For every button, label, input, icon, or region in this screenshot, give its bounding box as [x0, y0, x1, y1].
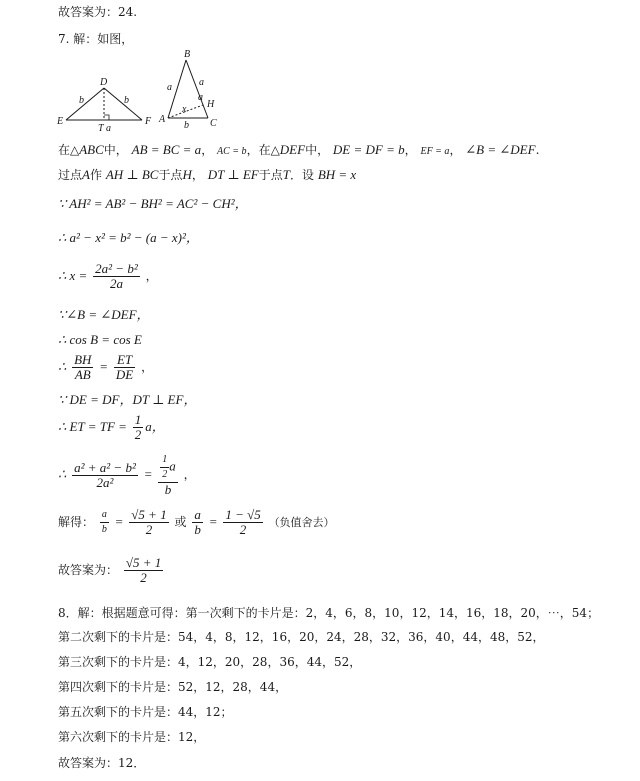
- q7-line1: 在△ABC中， AB = BC = a， AC = b，在△DEF中， DE = DF = b， EF = a， ∠B = ∠DEF.: [58, 142, 540, 157]
- q8-line2: 第二次剩下的卡片是：54，4，8，12，16，20，24，28，32，36，40，44，48，52，: [58, 630, 545, 644]
- label-a-left: a: [167, 82, 172, 93]
- previous-answer: 故答案为：24.: [58, 5, 138, 19]
- q7-line3: ∵ AH² = AB² − BH² = AC² − CH²，: [58, 196, 248, 211]
- label-c: C: [210, 118, 217, 129]
- label-b-left: b: [79, 95, 84, 106]
- q7-line8: ∴ $\frac{BH}{AB}$ = $\frac{ET}{DE}$ ，: [58, 352, 154, 382]
- q7-line7: ∴ cos B = cos E: [58, 332, 142, 347]
- label-b: B: [184, 49, 191, 60]
- q7-line2: 过点A作 AH ⊥ BC于点H， DT ⊥ EF于点T．设 BH = x: [58, 167, 357, 182]
- label-e: E: [57, 116, 64, 127]
- triangle-abc: [158, 49, 217, 131]
- label-a-right: a: [199, 77, 204, 88]
- q8-line4: 第四次剩下的卡片是：52，12，28，44，: [58, 680, 288, 694]
- q7-answer: 故答案为： $\frac{√5 + 1}{2}$: [58, 555, 162, 585]
- q7-line5: ∴ x = $\frac{\text{2a² − b²}}{2a}$ ，: [58, 261, 158, 291]
- label-b-bottom: b: [184, 120, 189, 131]
- triangle-def: [56, 77, 152, 134]
- label-a-h: a: [198, 92, 203, 103]
- q7-line11: ∴ $\frac{\text{a² + a² − b²}}{\text{2a²}}$ = $\frac{1}{2}$ a b ，: [58, 454, 196, 497]
- label-f: F: [145, 116, 152, 127]
- triangle-figure: [56, 48, 226, 134]
- q7-line9: ∵ DE = DF，DT ⊥ EF，: [58, 392, 197, 407]
- q8-line1: 8．解：根据题意可得：第一次剩下的卡片是：2，4，6，8，10，12，14，16，18，20，⋯，54；: [58, 606, 600, 620]
- q8-line3: 第三次剩下的卡片是：4，12，20，28，36，44，52，: [58, 655, 362, 669]
- label-h: H: [207, 99, 215, 110]
- label-a-bottom: a: [106, 123, 111, 134]
- q7-heading: 7. 解：如图，: [58, 32, 134, 46]
- q8-line6: 第六次剩下的卡片是：12，: [58, 730, 206, 744]
- label-a: A: [159, 114, 166, 125]
- label-b-right: b: [124, 95, 129, 106]
- q7-line6: ∵∠B = ∠DEF，: [58, 307, 150, 322]
- label-t: T: [98, 123, 104, 134]
- label-d: D: [100, 77, 108, 88]
- q7-line10: ∴ ET = TF = $\frac{1}{2}$ a，: [58, 412, 165, 442]
- q8-answer: 故答案为：12．: [58, 756, 146, 770]
- label-x: x: [182, 104, 187, 115]
- q8-line5: 第五次剩下的卡片是：44，12；: [58, 705, 233, 719]
- q7-line4: ∴ a² − x² = b² − (a − x)²，: [58, 230, 199, 245]
- q7-line12: 解得： $\frac{a}{b}$ = $\frac{√5 + 1}{2}$ 或 $\frac{a}{b}$ = $\frac{1 - √5}{2}$ （负值舍去）: [58, 507, 335, 537]
